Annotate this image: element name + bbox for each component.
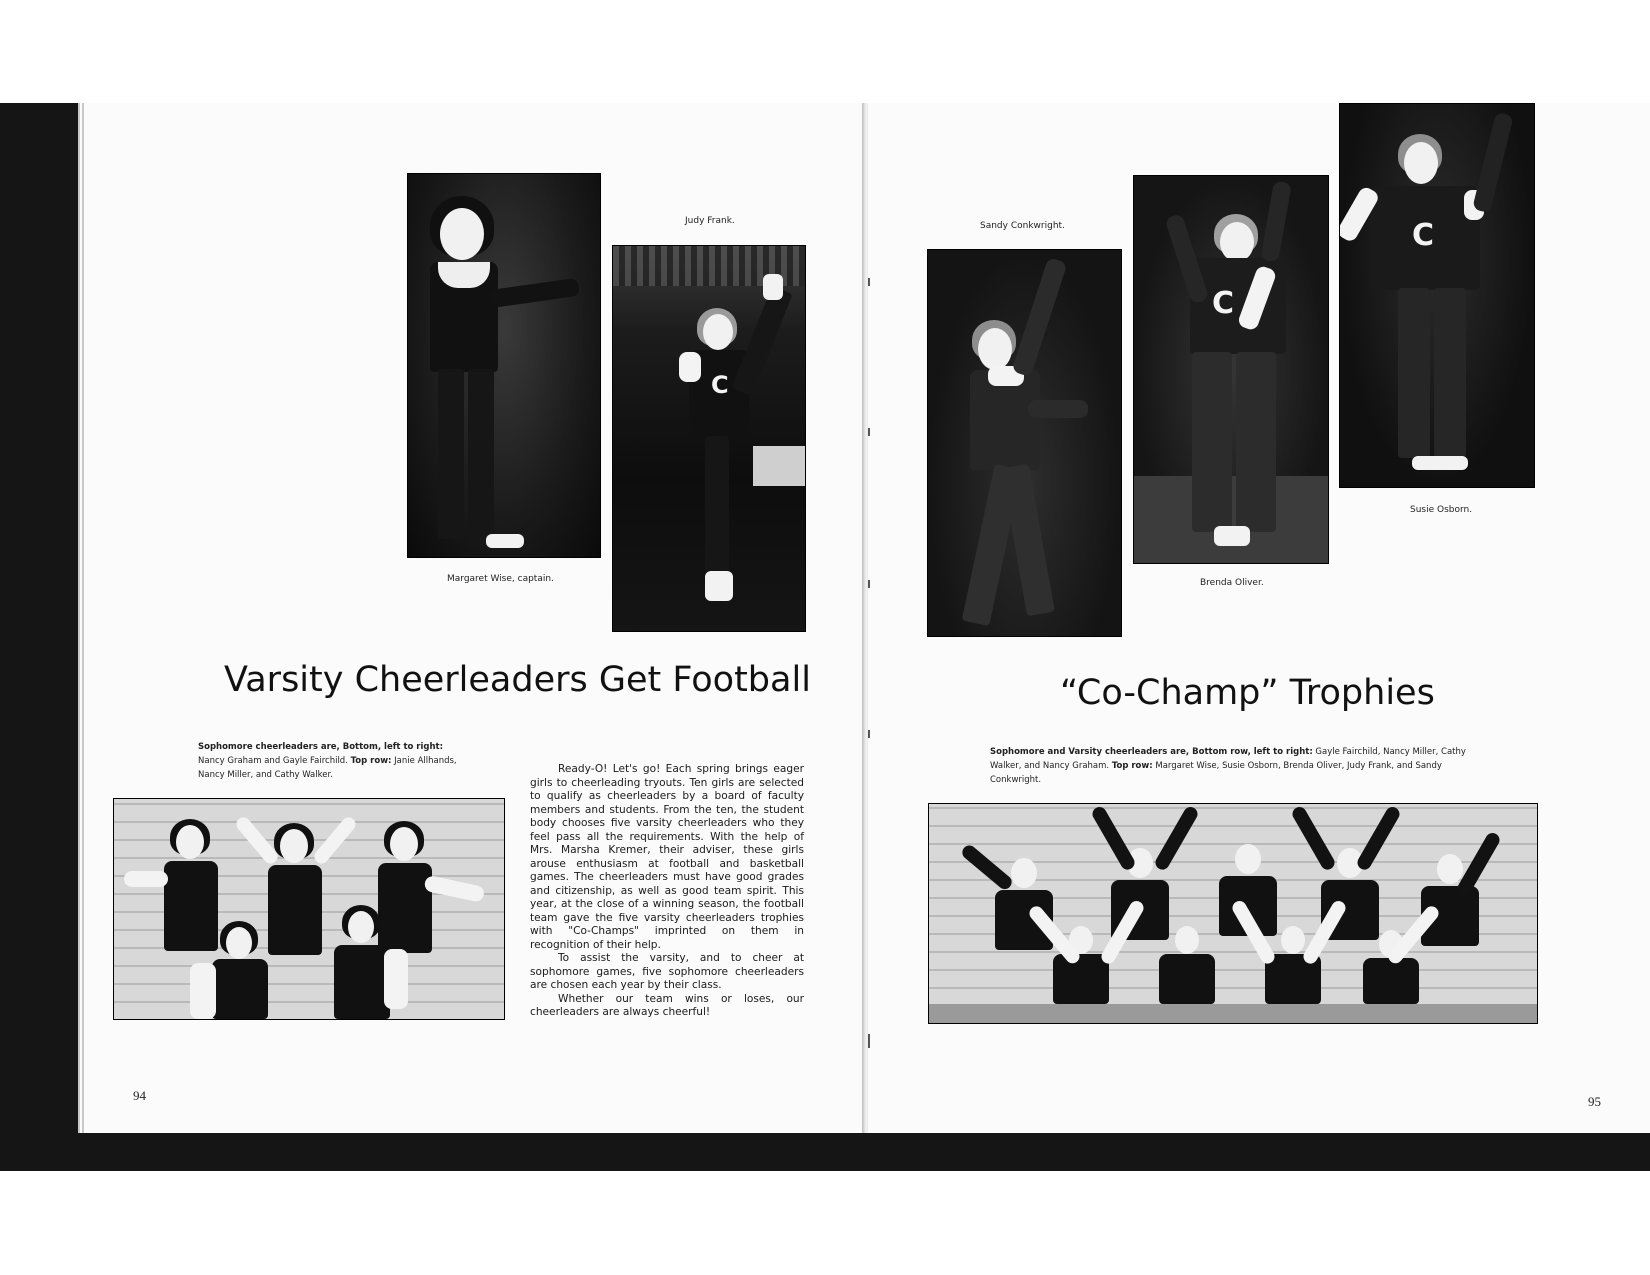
scan-mark <box>868 1034 870 1048</box>
scan-mark <box>868 428 870 436</box>
caption-susie-osborn: Susie Osborn. <box>1410 505 1473 515</box>
photo-margaret-wise <box>407 173 601 558</box>
article-paragraph: Ready-O! Let's go! Each spring brings eager girls to cheerleading tryouts. Ten girls are selected to qualify as cheerleaders by a board of faculty members and students. From the ten, the student body chooses five varsity cheerleaders who they feel pass all the requirements. With the help of Mrs. Marsha Kremer, their adviser, these girls arouse enthusiasm at football and basketball games. The cheerleaders must have good grades and citizenship, as well as good team spirit. This year, at the close of a winning season, the football team gave the five varsity cheerleaders trophies with "Co-Champs" imprinted on them in recognition of their help. <box>530 763 804 951</box>
caption-top-row: Margaret Wise, Susie Osborn, Brenda Oliver, Judy Frank, and Sandy Conkwright. <box>990 761 1442 785</box>
caption-margaret-wise: Margaret Wise, captain. <box>447 574 554 584</box>
page-number-right: 95 <box>1588 1094 1601 1109</box>
caption-brenda-oliver: Brenda Oliver. <box>1200 578 1264 588</box>
caption-top-label: Top row: <box>350 756 392 766</box>
caption-top-label: Top row: <box>1111 761 1153 771</box>
caption-lead: Sophomore and Varsity cheerleaders are, Bottom row, left to right: <box>990 747 1313 757</box>
headline-right: “Co-Champ” Trophies <box>1060 673 1435 713</box>
letter-c-emblem: C <box>711 371 729 399</box>
photo-all-cheerleaders <box>928 803 1538 1024</box>
caption-bottom-row: Gayle Fairchild, Nancy Miller, Cathy Walker, and Nancy Graham. <box>990 747 1466 771</box>
letter-c-emblem: C <box>1412 218 1435 253</box>
photo-sophomore-cheerleaders <box>113 798 505 1020</box>
caption-top-row: Janie Allhands, Nancy Miller, and Cathy Walker. <box>198 756 457 780</box>
photo-sandy-conkwright <box>927 249 1122 637</box>
article-body <box>530 763 804 1020</box>
caption-sophomore-group <box>198 740 472 782</box>
caption-sandy-conkwright: Sandy Conkwright. <box>980 221 1065 231</box>
photo-judy-frank <box>612 245 806 632</box>
caption-judy-frank: Judy Frank. <box>685 216 735 226</box>
letter-c-emblem: C <box>1212 286 1235 321</box>
scan-mark <box>868 580 870 588</box>
article-paragraph: To assist the varsity, and to cheer at sophomore games, five sophomore cheerleaders are chosen each year by their class. <box>530 952 804 991</box>
page-number-left: 94 <box>133 1088 146 1103</box>
photo-brenda-oliver <box>1133 175 1329 564</box>
scan-mark <box>868 278 870 286</box>
caption-bottom-row: Nancy Graham and Gayle Fairchild. <box>198 756 351 766</box>
headline-left: Varsity Cheerleaders Get Football <box>224 660 811 700</box>
caption-lead: Sophomore cheerleaders are, Bottom, left to right: <box>198 742 444 752</box>
caption-varsity-sophomore-group <box>990 745 1478 787</box>
article-paragraph: Whether our team wins or loses, our cheerleaders are always cheerful! <box>530 992 804 1018</box>
photo-susie-osborn <box>1339 103 1535 488</box>
scan-mark <box>868 730 870 738</box>
